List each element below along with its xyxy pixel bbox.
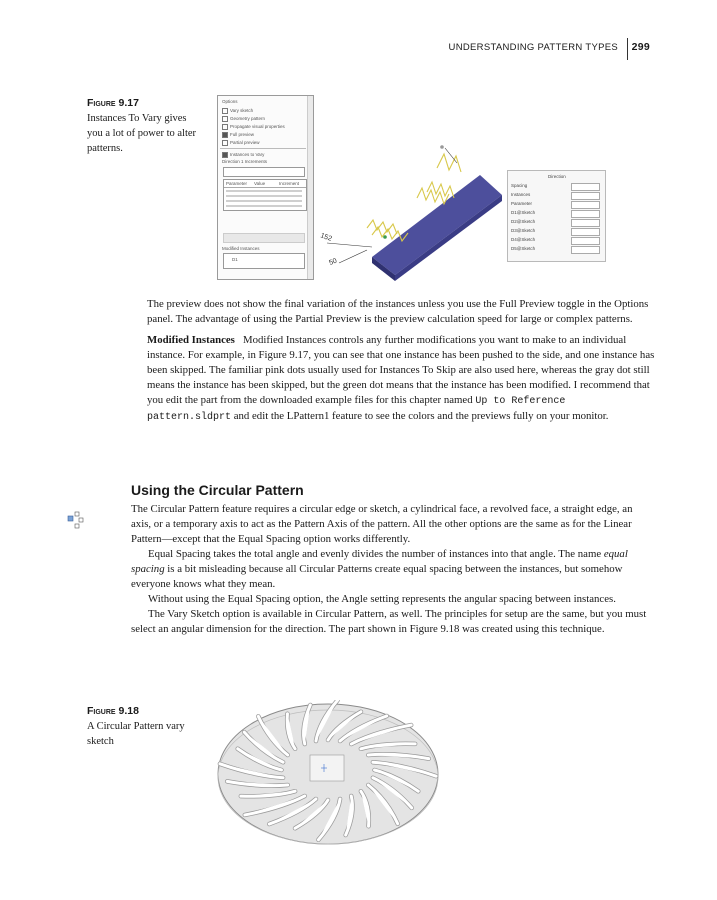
figure-caption-text: A Circular Pattern vary sketch: [87, 721, 185, 747]
dimension-152: 152: [319, 232, 333, 243]
paragraph-preview: The preview does not show the final variation of the instances unless you use the Full Preview toggle in the Options panel. The advantage of using the Partial Preview is the preview calculation speed for large or complex patterns.: [147, 298, 649, 325]
option-vary-sketch[interactable]: Vary sketch: [222, 108, 253, 114]
modified-list[interactable]: D1: [223, 253, 305, 269]
figure-9-18-image: [217, 700, 439, 845]
page-number: 299: [631, 41, 650, 53]
prop-row[interactable]: D1@Sketch: [511, 210, 601, 217]
emphasis-equal-spacing: equal spacing: [131, 548, 628, 575]
prop-row[interactable]: D5@Sketch: [511, 246, 601, 253]
prop-row[interactable]: D2@Sketch: [511, 219, 601, 226]
filename-code: Up to Reference pattern.sldprt: [147, 396, 566, 423]
figure-9-17-caption: [87, 96, 202, 156]
skipped-instance-dot[interactable]: [440, 145, 444, 149]
modified-instances-label: Modified Instances: [222, 246, 260, 251]
option-partial-preview[interactable]: Partial preview: [222, 140, 260, 146]
increment-table[interactable]: Parameter Value Increment: [223, 179, 307, 211]
run-in-heading: Modified Instances: [147, 334, 235, 346]
figure-label: Figure 9.18: [87, 705, 139, 717]
options-heading: Options: [222, 99, 238, 104]
header-title: UNDERSTANDING PATTERN TYPES: [448, 42, 618, 53]
option-full-preview[interactable]: Full preview: [222, 132, 254, 138]
dialog-header: Direction: [548, 174, 566, 179]
circular-pattern-icon: [66, 510, 86, 530]
body-text-upper: [147, 297, 655, 431]
paragraph-equal-spacing: Equal Spacing takes the total angle and evenly divides the number of instances into that angle. The name equal spacing is a bit misleading because all Circular Patterns create equal spacing between the instances, but somehow everyone knows what they mean.: [131, 548, 628, 590]
modified-text-b: and edit the LPattern1 feature to see the colors and the previews fully on your monitor.: [233, 410, 609, 422]
prop-row[interactable]: D3@Sketch: [511, 228, 601, 235]
body-text-lower: [131, 502, 654, 637]
modified-instance-dot[interactable]: [383, 235, 387, 239]
prop-row[interactable]: Spacing: [511, 183, 601, 190]
option-propagate[interactable]: Propagate visual properties: [222, 124, 285, 130]
paragraph-vary-sketch: The Vary Sketch option is available in Circular Pattern, as well. The principles for setup are the same, but you must select an angular dimension for the direction. The part shown in Figure 9.18 was created using this technique.: [131, 608, 647, 635]
instances-to-vary-heading[interactable]: Instances to Vary: [222, 152, 264, 158]
section-heading: Using the Circular Pattern: [131, 482, 304, 498]
base-plate: [372, 175, 502, 275]
running-header: [440, 38, 680, 58]
figure-label: Figure 9.17: [87, 97, 139, 109]
dimension-50: 50: [328, 257, 339, 267]
instance-properties-dialog: [507, 170, 606, 262]
figure-9-18-caption: [87, 704, 202, 749]
prop-row[interactable]: Parameter: [511, 201, 601, 208]
figure-caption-text: Instances To Vary gives you a lot of power to alter patterns.: [87, 113, 197, 154]
paragraph-angle: Without using the Equal Spacing option, the Angle setting represents the angular spacing between instances.: [148, 593, 616, 605]
modified-text-a: Modified Instances controls any further modifications you want to make to an individual instance. For example, in Figure 9.17, you can see that one instance has been pushed to the side, and one instance has been skipped. The familiar pink dots usually used for Instances To Skip are also used here, whereas the gray dot still means the instance has been skipped, but the green dot means that the instance has been modified. I recommend that you edit the part from the downloaded example files for this chapter named: [147, 334, 655, 406]
prop-row[interactable]: Instances: [511, 192, 601, 199]
paragraph-circular-intro: The Circular Pattern feature requires a circular edge or sketch, a cylindrical face, a revolved face, a straight edge, an axis, or a temporary axis to act as the Pattern Axis of the pattern. All the other options are the same as for the Linear Pattern—except that the Equal Spacing option works differently.: [131, 503, 633, 545]
paragraph-modified-instances: [147, 333, 655, 425]
header-divider: [627, 38, 628, 60]
prop-row[interactable]: D4@Sketch: [511, 237, 601, 244]
figure-9-17-image: [217, 95, 611, 281]
direction-increments-label: Direction 1 Increments: [222, 159, 268, 164]
option-geometry-pattern[interactable]: Geometry pattern: [222, 116, 265, 122]
